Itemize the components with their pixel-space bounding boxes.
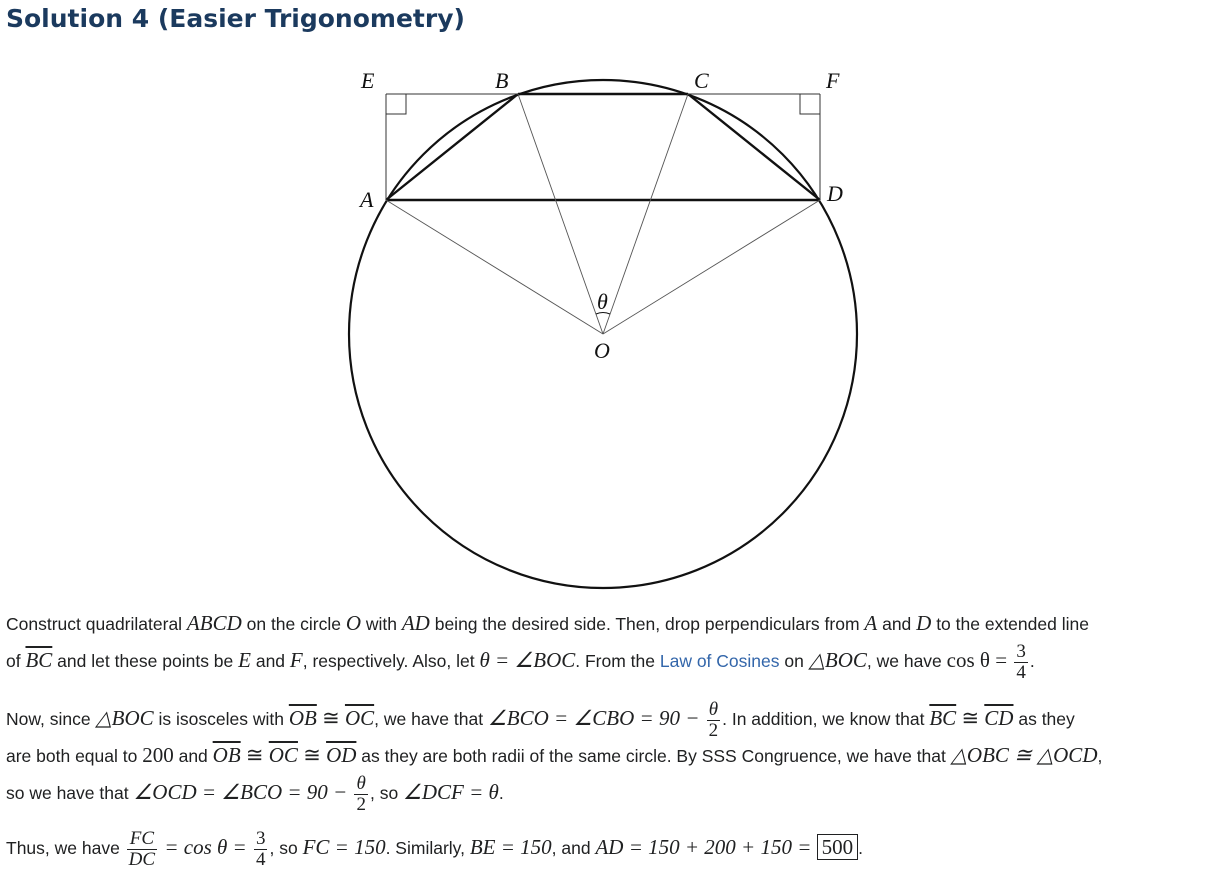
text-span: , respectively. Also, let [302, 651, 480, 672]
label-e: E [361, 68, 375, 93]
text-span: is isosceles with [153, 709, 289, 730]
text-span: . Similarly, [385, 838, 470, 859]
text-span: 4 [1016, 662, 1026, 683]
math-expression: ≅ [316, 706, 345, 731]
math-expression: ∠OCD = ∠BCO = 90 − [133, 780, 353, 805]
fraction [127, 829, 157, 870]
text-span: , [1097, 746, 1103, 766]
math-expression: $\overline{BC}$ [929, 706, 957, 731]
line-oc [603, 94, 688, 334]
text-span: , we have [866, 651, 947, 672]
law-of-cosines-link[interactable]: Law of Cosines [659, 651, 780, 672]
math-expression: $\overline{OC}$ [344, 706, 375, 731]
text-span: as they [1013, 709, 1075, 730]
text-span: , so [269, 838, 303, 859]
text-span: on the circle [241, 614, 346, 634]
math-expression: = cos θ = [159, 835, 252, 860]
math-expression: 200 [142, 743, 174, 767]
paragraph-4 [6, 744, 1102, 768]
math-expression: $\overline{OD}$ [326, 743, 357, 767]
math-expression: D [916, 611, 932, 635]
right-angle-f [800, 94, 820, 114]
text-span: are both equal to [6, 746, 143, 766]
fraction [354, 774, 368, 815]
text-span: , we have that [374, 709, 488, 730]
text-span: , and [551, 838, 596, 859]
math-expression: △OBC ≅ △OCD [950, 743, 1098, 767]
text-span: 2 [708, 720, 719, 741]
answer-box: 500 [817, 834, 859, 860]
fraction [1014, 642, 1028, 683]
text-span: to the extended line [931, 614, 1089, 634]
math-expression: E [238, 648, 251, 673]
text-span: , so [369, 783, 404, 804]
math-expression: ≅ [240, 743, 269, 767]
line-oa [386, 200, 603, 334]
text-span: so we have that [6, 783, 134, 804]
math-expression: △BOC [95, 706, 154, 731]
fraction [707, 700, 721, 741]
fraction [254, 829, 268, 870]
text-span: . [498, 783, 504, 804]
math-expression: ∠BCO = ∠CBO = 90 − [487, 706, 705, 731]
text-span: being the desired side. Then, drop perpendiculars from [429, 614, 865, 634]
text-span: 3 [1016, 641, 1026, 662]
math-expression: ABCD [186, 611, 242, 635]
text-span: 2 [356, 794, 366, 815]
math-expression: cos θ = [946, 648, 1013, 673]
math-expression: $\overline{OC}$ [268, 743, 298, 767]
label-o: O [594, 338, 610, 363]
math-expression: $\overline{OB}$ [288, 706, 317, 731]
text-span: Now, since [6, 709, 96, 730]
label-c: C [694, 68, 709, 93]
text-span: FC [127, 829, 157, 850]
math-expression: FC = 150 [302, 835, 386, 860]
text-span: θ [707, 700, 721, 721]
line-od [603, 200, 820, 334]
math-expression: AD = 150 + 200 + 150 = [595, 835, 817, 860]
text-span: DC [128, 849, 156, 870]
text-span: and [250, 651, 290, 672]
math-expression: ≅ [956, 706, 985, 731]
text-span: and [173, 746, 213, 766]
paragraph-2 [6, 642, 1035, 683]
text-span: as they are both radii of the same circle. By SSS Congruence, we have that [356, 746, 951, 766]
paragraph-6 [6, 829, 863, 870]
text-span: with [361, 614, 402, 634]
text-span: . [1029, 651, 1035, 672]
page-title: Solution 4 (Easier Trigonometry) [6, 4, 465, 33]
text-span: . [858, 838, 864, 859]
paragraph-3 [6, 700, 1075, 741]
label-f: F [826, 68, 840, 93]
math-expression: △BOC [808, 648, 867, 673]
text-span: of [6, 651, 26, 672]
label-d: D [827, 181, 843, 206]
math-expression: $\overline{BC}$ [25, 648, 53, 673]
math-expression: θ = ∠BOC [479, 648, 576, 673]
math-expression: AD [401, 611, 430, 635]
math-expression: O [345, 611, 361, 635]
paragraph-5 [6, 774, 504, 815]
math-expression: BE = 150 [469, 835, 552, 860]
math-expression: $\overline{OB}$ [212, 743, 241, 767]
text-span: . From the [575, 651, 660, 672]
text-span: 3 [255, 828, 266, 849]
line-ob [518, 94, 603, 334]
math-expression: $\overline{CD}$ [984, 706, 1014, 731]
text-span: and [877, 614, 917, 634]
text-span: θ [354, 774, 368, 795]
text-span: on [779, 651, 809, 672]
paragraph-1 [6, 612, 1089, 636]
right-angle-e [386, 94, 406, 114]
label-theta: θ [597, 289, 608, 314]
math-expression: ∠DCF = θ [403, 780, 499, 805]
text-span: and let these points be [52, 651, 239, 672]
math-expression: F [289, 648, 303, 673]
text-span: 4 [255, 849, 266, 870]
text-span: . In addition, we know that [722, 709, 930, 730]
label-a: A [360, 187, 374, 212]
text-span: Thus, we have [6, 838, 125, 859]
math-expression: ≅ [297, 743, 327, 767]
label-b: B [495, 68, 509, 93]
math-expression: A [864, 611, 878, 635]
text-span: Construct quadrilateral [6, 614, 187, 634]
